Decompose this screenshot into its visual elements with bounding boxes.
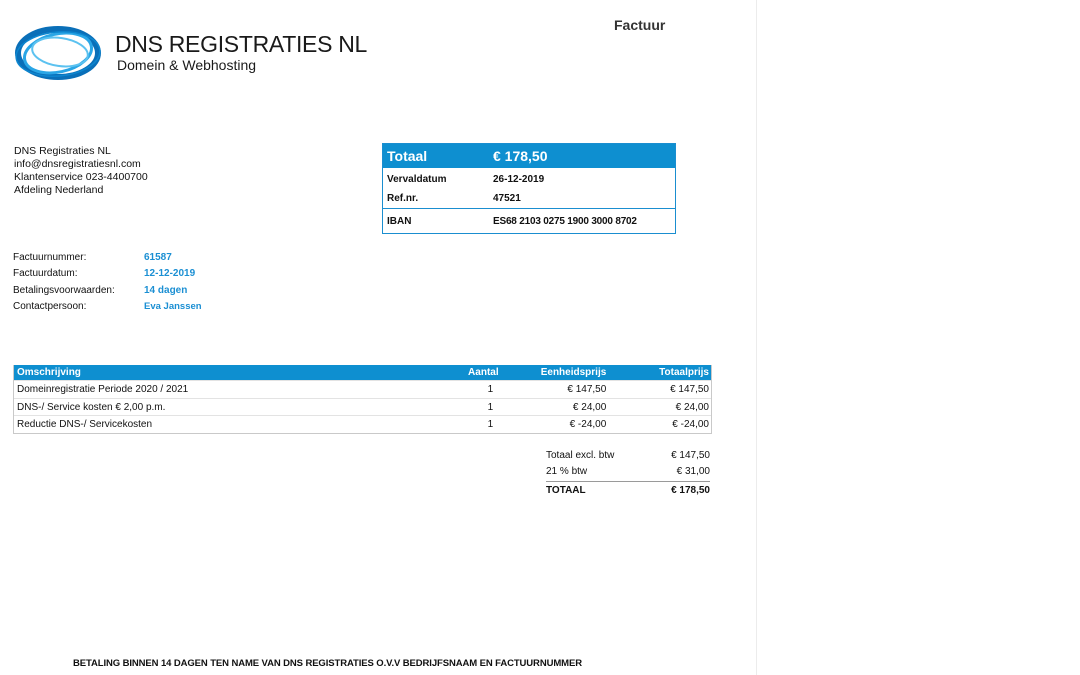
item-unit-price: € -24,00 <box>569 419 607 431</box>
invoice-details <box>13 249 202 315</box>
grand-total-value: € 178,50 <box>671 484 710 496</box>
grand-total-label: TOTAAL <box>546 484 586 496</box>
vat-row <box>546 464 710 481</box>
invoice-date-value: 12-12-2019 <box>144 268 196 280</box>
payment-total-value: € 178,50 <box>493 148 548 164</box>
item-description: Domeinregistratie Periode 2020 / 2021 <box>17 383 189 395</box>
company-tagline: Domein & Webhosting <box>117 57 257 73</box>
item-unit-price: € 24,00 <box>572 401 607 413</box>
sender-name: DNS Registraties NL <box>14 145 111 157</box>
vat-value: € 31,00 <box>676 466 710 478</box>
iban-row <box>383 208 675 233</box>
payment-terms-value: 14 dagen <box>144 284 188 296</box>
table-row <box>14 398 711 416</box>
reference-row <box>383 189 675 208</box>
reference-value: 47521 <box>493 193 521 204</box>
payment-summary-box <box>382 143 676 234</box>
invoice-date-row <box>13 266 202 283</box>
totals-summary <box>546 447 710 499</box>
subtotal-row <box>546 447 710 464</box>
invoice-number-row <box>13 249 202 266</box>
subtotal-value: € 147,50 <box>671 449 710 461</box>
item-total-price: € 24,00 <box>675 401 709 413</box>
line-items-table <box>13 365 712 434</box>
company-name: DNS REGISTRATIES NL <box>115 31 368 57</box>
reference-label: Ref.nr. <box>387 193 419 204</box>
payment-terms-label: Betalingsvoorwaarden: <box>13 284 115 296</box>
document-title: Factuur <box>614 17 666 33</box>
header-description: Omschrijving <box>17 367 81 378</box>
iban-value: ES68 2103 0275 1900 3000 8702 <box>493 215 637 227</box>
invoice-number-value: 61587 <box>144 251 172 263</box>
header-unit-price: Eenheidsprijs <box>540 367 607 378</box>
table-row <box>14 415 711 433</box>
item-quantity: 1 <box>487 419 494 431</box>
subtotal-label: Totaal excl. btw <box>546 449 615 461</box>
empty-side-panel <box>756 0 1080 675</box>
contact-person-row <box>13 299 202 316</box>
item-total-price: € 147,50 <box>670 383 709 395</box>
due-date-row <box>383 170 675 189</box>
sender-phone: Klantenservice 023-4400700 <box>14 171 148 183</box>
iban-label: IBAN <box>387 215 412 227</box>
header-total-price: Totaalprijs <box>659 367 709 378</box>
company-logo-icon <box>14 24 104 82</box>
header-quantity: Aantal <box>468 367 499 378</box>
item-unit-price: € 147,50 <box>567 383 607 395</box>
item-total-price: € -24,00 <box>672 419 709 431</box>
payment-total-label: Totaal <box>387 148 428 164</box>
contact-person-label: Contactpersoon: <box>13 301 87 313</box>
item-quantity: 1 <box>487 401 494 413</box>
sender-email: info@dnsregistratiesnl.com <box>14 158 141 170</box>
grand-total-row <box>546 481 710 499</box>
item-description: DNS-/ Service kosten € 2,00 p.m. <box>17 401 166 413</box>
invoice-date-label: Factuurdatum: <box>13 268 78 280</box>
line-items-header <box>14 365 711 380</box>
sender-address <box>14 145 148 197</box>
table-row <box>14 380 711 398</box>
payment-terms-row <box>13 282 202 299</box>
item-description: Reductie DNS-/ Servicekosten <box>17 419 153 431</box>
payment-instruction-footer: BETALING BINNEN 14 DAGEN TEN NAME VAN DNS REGISTRATIES O.V.V BEDRIJFSNAAM EN FACTUURNUMMER <box>73 658 582 669</box>
due-date-label: Vervaldatum <box>387 174 447 185</box>
item-quantity: 1 <box>487 383 494 395</box>
invoice-number-label: Factuurnummer: <box>13 251 87 263</box>
due-date-value: 26-12-2019 <box>493 174 545 185</box>
contact-person-value: Eva Janssen <box>144 301 202 313</box>
vat-label: 21 % btw <box>546 466 588 478</box>
payment-total-row <box>383 144 675 168</box>
sender-department: Afdeling Nederland <box>14 184 104 196</box>
